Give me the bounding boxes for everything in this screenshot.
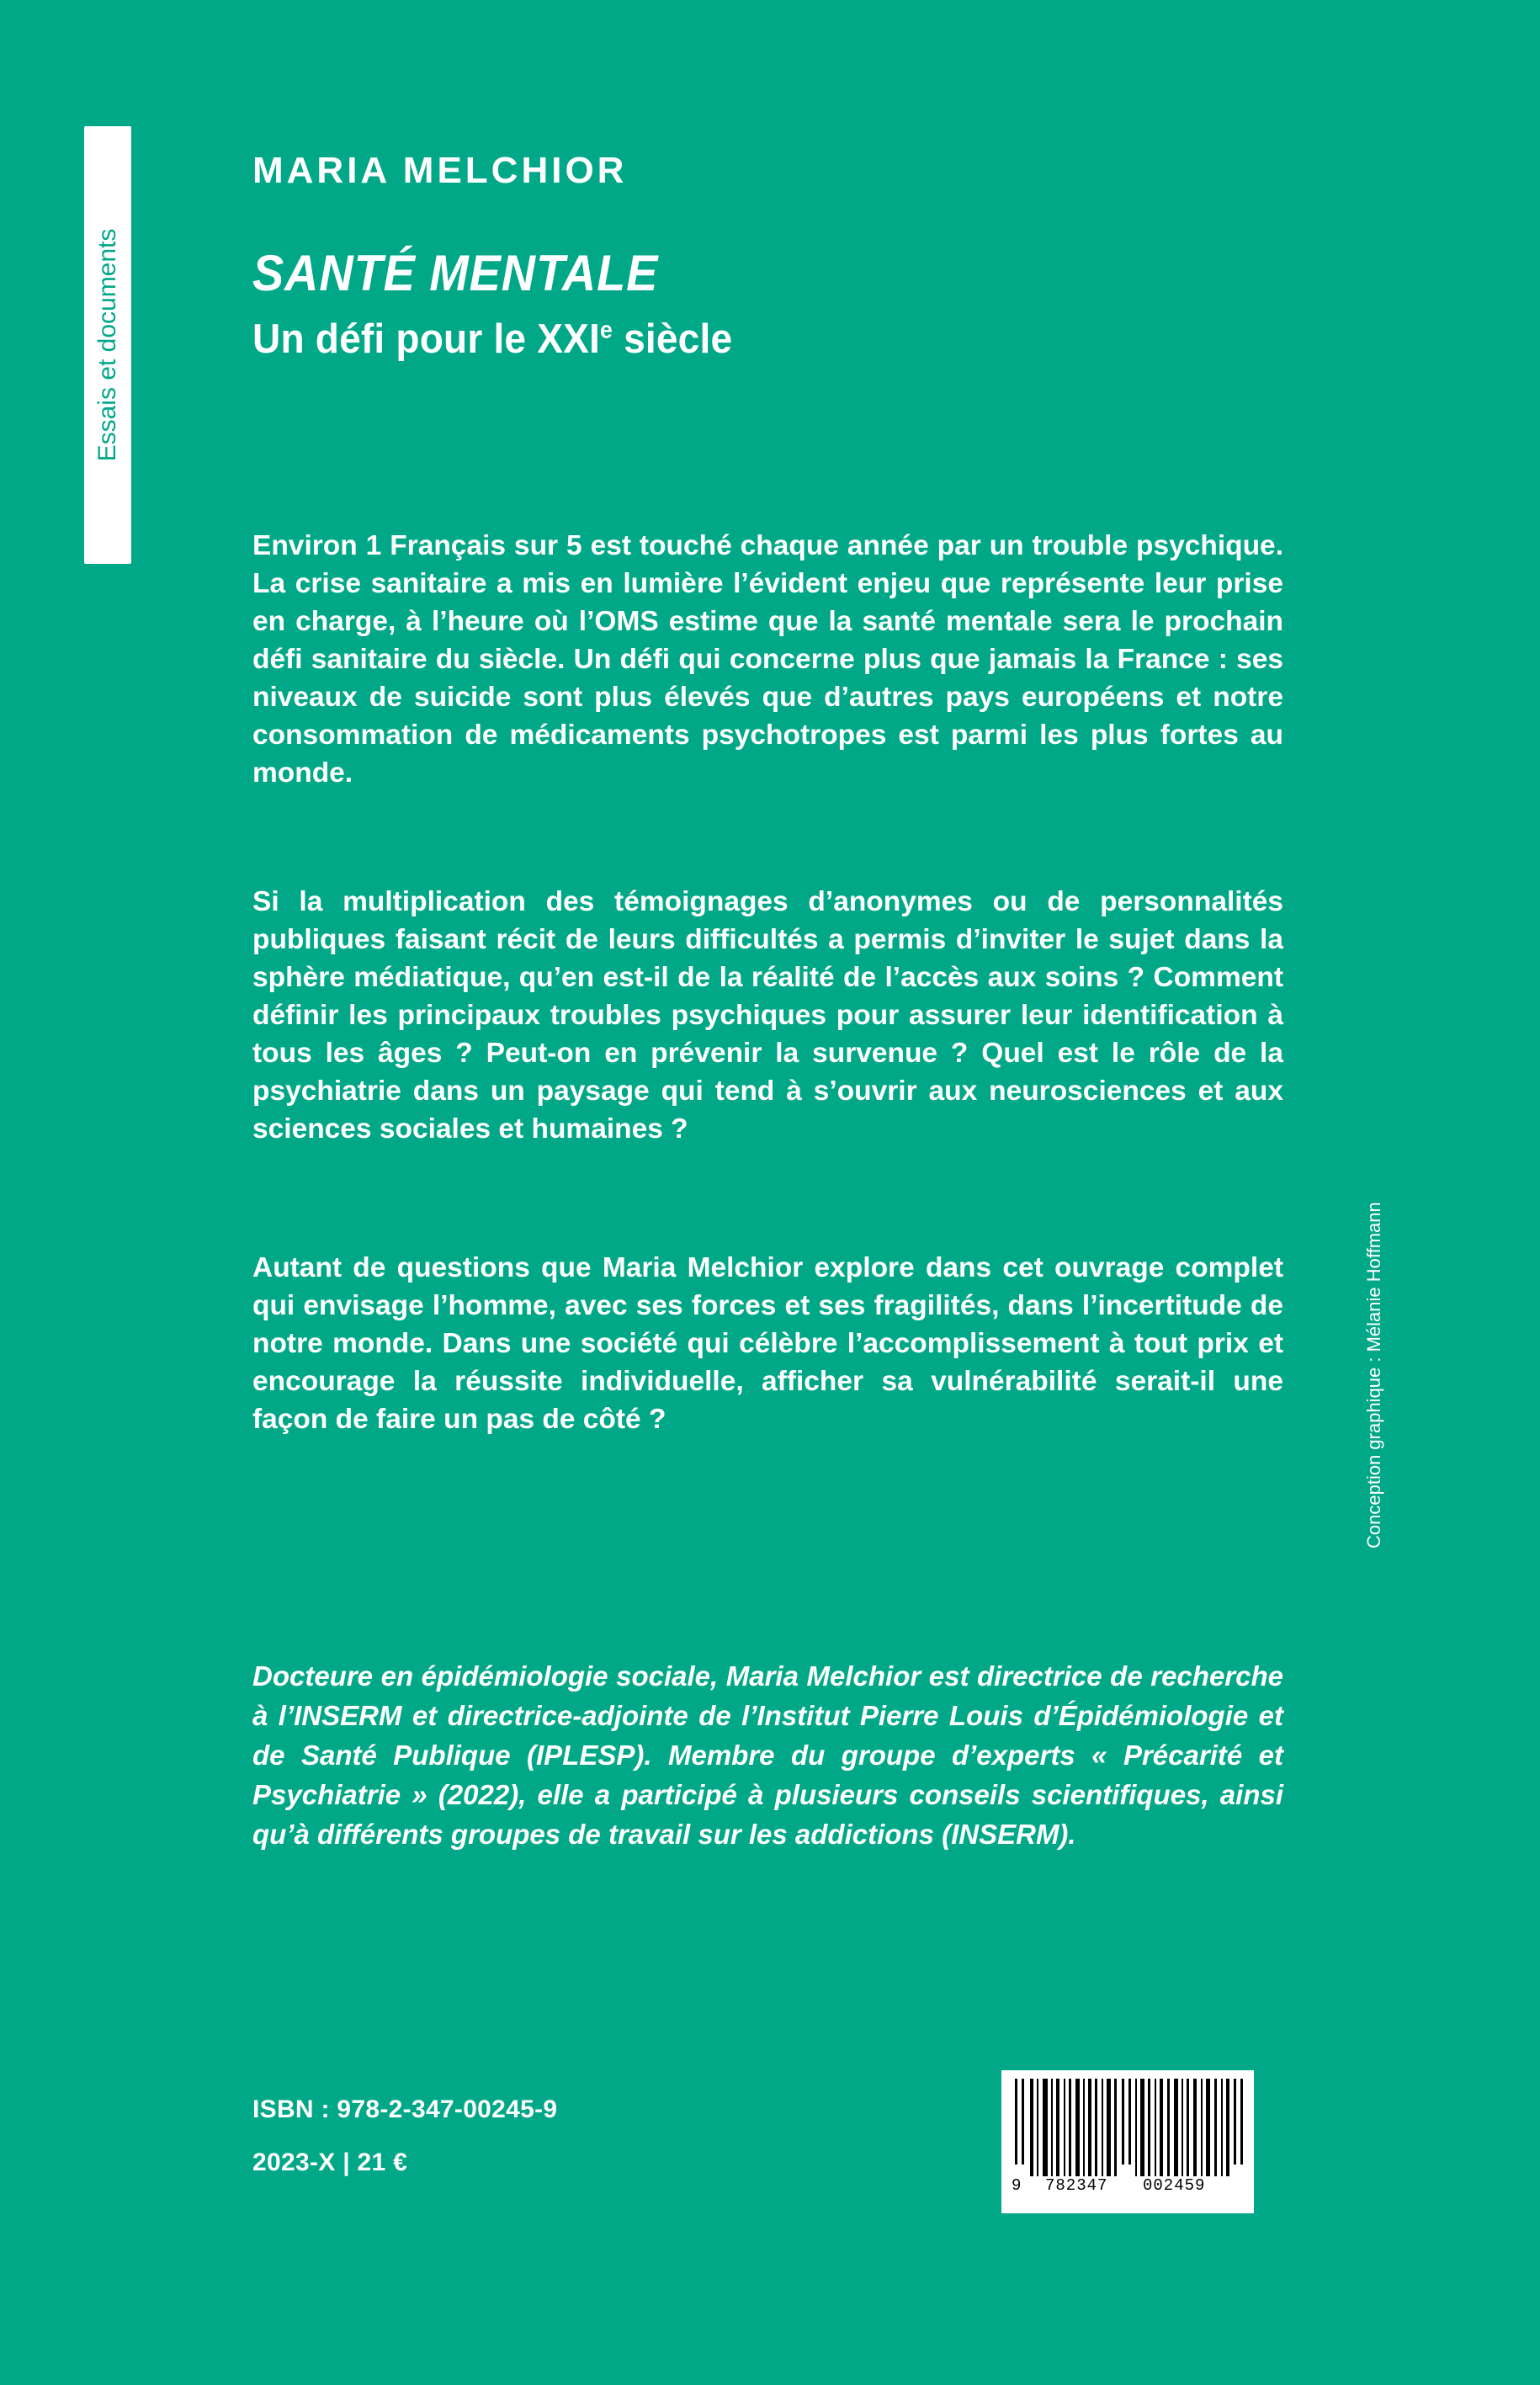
- blurb-paragraph-3: Autant de questions que Maria Melchior explore dans cet ouvrage complet qui envisage l’homme, avec ses forces et ses fragilités, dans l’incertitude de notre monde. Dans une société qui célèbre l’accomplissement à tout prix et encourage la réussite individuelle, afficher sa vulnérabilité serait-il une façon de faire un pas de côté ?: [252, 1251, 1283, 1435]
- blurb-paragraph-1: Environ 1 Français sur 5 est touché chaque année par un trouble psychique. La crise sanitaire a mis en lumière l’évident enjeu que représente leur prise en charge, à l’heure où l’OMS estime que la santé mentale sera le prochain défi sanitaire du siècle. Un défi qui concerne plus que jamais la France : ses niveaux de suicide sont plus élevés que d’autres pays européens et notre consommation de médicaments psychotropes est parmi les plus fortes au monde.: [252, 529, 1283, 789]
- barcode-digits: [1012, 2176, 1244, 2198]
- separator: |: [343, 2149, 350, 2176]
- catalog-reference: 2023-X: [252, 2149, 336, 2176]
- barcode-group-1: 782347: [1045, 2176, 1108, 2195]
- author-name: MARIA MELCHIOR: [252, 150, 628, 191]
- blurb-paragraph-2: Si la multiplication des témoignages d’anonymes ou de personnalités publiques faisant récit de leurs difficultés a permis d’inviter le sujet dans la sphère médiatique, qu’en est-il de la réalité de l’accès aux soins ? Comment définir les principaux troubles psychiques pour assurer leur identification à tous les âges ? Peut-on en prévenir la survenue ? Quel est le rôle de la psychiatrie dans un paysage qui tend à s’ouvrir aux neurosciences et aux sciences sociales et humaines ?: [252, 885, 1283, 1145]
- design-credit: Conception graphique : Mélanie Hoffmann: [1363, 1202, 1384, 1548]
- barcode: [1001, 2070, 1254, 2213]
- subtitle-ordinal: e: [600, 316, 613, 344]
- reference-price-line: [252, 2149, 407, 2177]
- collection-label: Essais et documents: [93, 228, 121, 462]
- barcode-bars: [1012, 2079, 1244, 2176]
- isbn-text: ISBN : 978-2-347-00245-9: [252, 2096, 558, 2123]
- barcode-left-digit: 9: [1012, 2176, 1022, 2195]
- price: 21 €: [357, 2149, 408, 2176]
- book-subtitle: [252, 316, 732, 363]
- book-title: SANTÉ MENTALE: [252, 245, 659, 301]
- subtitle-pre: Un défi pour le XXI: [252, 316, 601, 362]
- barcode-group-2: 002459: [1143, 2176, 1206, 2195]
- subtitle-post: siècle: [613, 316, 733, 362]
- author-biography: Docteure en épidémiologie sociale, Maria Melchior est directrice de recherche à l’INSERM et directrice-adjointe de l’Institut Pierre Louis d’Épidémiologie et de Santé Publique (IPLESP). Membre du groupe d’experts « Précarité et Psychiatrie » (2022), elle a participé à plusieurs conseils scientifiques, ainsi qu’à différents groupes de travail sur les addictions (INSERM).: [252, 1660, 1283, 1850]
